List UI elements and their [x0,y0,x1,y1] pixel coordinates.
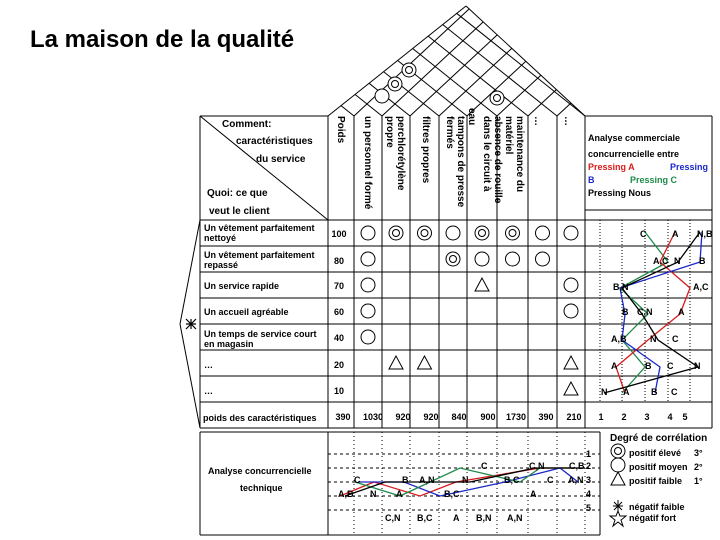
competitive-mark: B [622,307,629,317]
competitive-mark: A,C [693,282,709,292]
characteristic-label: maintenance du matériel absence de rouille dans le circuit à [481,116,525,204]
requirement-label: … [204,360,213,370]
corner-diagonal [200,116,328,220]
characteristic-label: un personnel formé [362,116,373,210]
requirement-label: Un vêtement parfaitement nettoyé [204,223,315,243]
weights-row-label: poids des caractéristiques [203,413,317,423]
weak-correlation-symbol [564,382,578,395]
requirement-label: Un vêtement parfaitement repassé [204,250,315,270]
medium-correlation-symbol [564,304,578,318]
characteristic-weight: 840 [451,412,467,422]
strong-correlation-inner [450,256,457,263]
characteristic-label: filtres propres [420,116,431,184]
medium-correlation-symbol [506,252,520,266]
medium-correlation-symbol [361,278,375,292]
roof-lattice-line [457,13,586,116]
legend-title: Degré de corrélation [610,433,708,444]
competitive-scale-tick: 4 [667,412,673,422]
weak-correlation-symbol [564,356,578,369]
page-title: La maison de la qualité [30,26,295,53]
competitive-mark: C [671,387,678,397]
technical-mark: A,N [568,475,584,485]
medium-correlation-symbol [361,226,375,240]
legend-pressing-nous: Pressing Nous [588,188,652,198]
strong-correlation-inner [509,230,516,237]
technical-mark: A [530,489,537,499]
technical-mark: B,C [504,475,520,485]
competitive-mark: C,N [637,307,653,317]
competitive-mark: N [650,334,657,344]
legend-pressing-b-letter: B [588,175,595,185]
competitive-mark: N [694,361,701,371]
characteristic-weight: 1730 [505,412,527,422]
technical-mark: N [370,489,377,499]
technical-mark: A [396,489,403,499]
legend-item-label: positif moyen [629,462,688,472]
competitive-mark: A [678,307,685,317]
weak-correlation-symbol [389,356,403,369]
competitive-mark: N [674,256,681,266]
technical-mark: C,N [529,461,545,471]
medium-correlation-symbol [564,278,578,292]
competitive-mark: C [667,361,674,371]
competitive-scale-tick: 5 [682,412,688,422]
whats-header-line1: Quoi: ce que [207,188,268,199]
legend-item-label: négatif fort [629,513,676,523]
technical-scale-tick: 2 [586,461,592,471]
technical-scale-tick: 1 [586,449,592,459]
roof-lattice-line [354,9,470,116]
characteristic-label: tampons de presse fermés [444,116,466,208]
characteristic-label: … [532,116,543,126]
roof-lattice-line [428,36,528,116]
roof-lattice-line [341,106,354,116]
characteristic-label: Poids [335,116,346,144]
characteristic-label: … [562,116,573,126]
technical-mark: B,N [476,513,492,523]
technical-mark: C [547,475,554,485]
strong-correlation-inner [392,81,399,88]
negative-strong-symbol [610,511,626,526]
requirement-weight: 70 [333,281,344,291]
weak-correlation-symbol [611,472,625,485]
hows-header-line1: Comment: [222,119,272,130]
competitive-mark: B,N [613,282,629,292]
legend-pressing-c: Pressing C [630,175,678,185]
medium-correlation-symbol [361,304,375,318]
legend-item-label: positif faible [629,476,683,486]
competitive-scale-tick: 1 [598,412,604,422]
characteristic-weight: 390 [538,412,554,422]
competitive-mark: C [672,334,679,344]
technical-mark: B,C [417,513,433,523]
strong-correlation-inner [479,230,486,237]
competitive-mark: B [699,256,706,266]
technical-analysis-label-line1: Analyse concurrencielle [208,466,312,476]
requirement-weight: 20 [333,360,344,370]
characteristic-weight: 1030 [362,412,384,422]
technical-scale-tick: 5 [586,503,592,513]
technical-mark: A,N [507,513,523,523]
requirement-label: Un service rapide [204,281,280,291]
technical-mark: B,C [444,489,460,499]
characteristic-weight: 920 [423,412,439,422]
competitive-header-line1: Analyse commerciale [588,133,681,143]
technical-mark: B [402,475,409,485]
legend-item-value: 2° [694,462,703,472]
technical-mark: A,B [338,489,354,499]
strong-correlation-inner [406,67,413,74]
strong-correlation-inner [615,448,622,455]
legend-item-value: 1° [694,476,703,486]
characteristic-weight: 390 [335,412,351,422]
requirement-weight: 60 [333,307,344,317]
medium-correlation-symbol [361,330,375,344]
requirement-label: Un temps de service court en magasin [204,329,317,349]
competitive-mark: A,B [611,334,627,344]
technical-mark: C [354,475,361,485]
strong-correlation-inner [494,95,501,102]
medium-correlation-symbol [611,458,625,472]
technical-scale-tick: 4 [586,489,592,499]
requirement-label: … [204,386,213,396]
legend-item-label: négatif faible [629,502,685,512]
competitive-header-line2: concurrencielle entre [588,149,680,159]
requirement-weight: 100 [331,229,347,239]
roof-left-edge [328,6,466,116]
weak-correlation-symbol [418,356,432,369]
technical-analysis-label-line2: technique [240,483,283,493]
competitive-mark: N [601,387,608,397]
strong-correlation-inner [393,230,400,237]
characteristic-weight: 900 [480,412,496,422]
weak-correlation-symbol [475,278,489,291]
characteristic-weight: 210 [566,412,582,422]
technical-scale-tick: 3 [586,475,592,485]
requirement-weight: 80 [333,256,344,266]
competitive-mark: A [623,387,630,397]
competitive-scale-tick: 2 [621,412,627,422]
medium-correlation-symbol [475,252,489,266]
characteristic-label: perchlorétylène propre [384,116,406,191]
hows-header-line3: du service [256,154,306,165]
competitive-mark: A [672,229,679,239]
competitive-mark: A,C [653,256,669,266]
competitive-mark: C [640,229,647,239]
requirement-label: Un accueil agréable [204,307,289,317]
negative-correlation-star [186,319,196,329]
technical-mark: A,N [419,475,435,485]
competitive-scale-tick: 3 [644,412,650,422]
medium-correlation-symbol [536,226,550,240]
technical-mark: C,B [569,461,585,471]
competitive-mark: B [651,387,658,397]
competitive-mark: N,B [697,229,713,239]
roof-lattice-line [439,48,512,116]
medium-correlation-symbol [361,252,375,266]
left-diamond-edge [180,220,200,324]
technical-mark: A [453,513,460,523]
whats-header-line2: veut le client [209,206,270,217]
legend-item-value: 3° [694,448,703,458]
medium-correlation-symbol [375,89,389,103]
legend-pressing-b-word: Pressing [670,162,709,172]
requirement-weight: 40 [333,333,344,343]
characteristic-label: eau [466,108,477,126]
hows-header-line2: caractéristiques [236,136,313,147]
competitive-mark: B [645,361,652,371]
legend-item-label: positif élevé [629,448,682,458]
technical-mark: C [481,461,488,471]
requirement-weight: 10 [333,386,344,396]
competitive-mark: A [611,361,618,371]
legend-pressing-a: Pressing A [588,162,635,172]
medium-correlation-symbol [564,226,578,240]
medium-correlation-symbol [536,252,550,266]
technical-mark: C,N [385,513,401,523]
left-diamond-edge [180,324,200,428]
strong-correlation-inner [421,230,428,237]
characteristic-weight: 920 [395,412,411,422]
roof-lattice-line [557,103,571,116]
medium-correlation-symbol [446,226,460,240]
technical-mark: N [462,475,469,485]
